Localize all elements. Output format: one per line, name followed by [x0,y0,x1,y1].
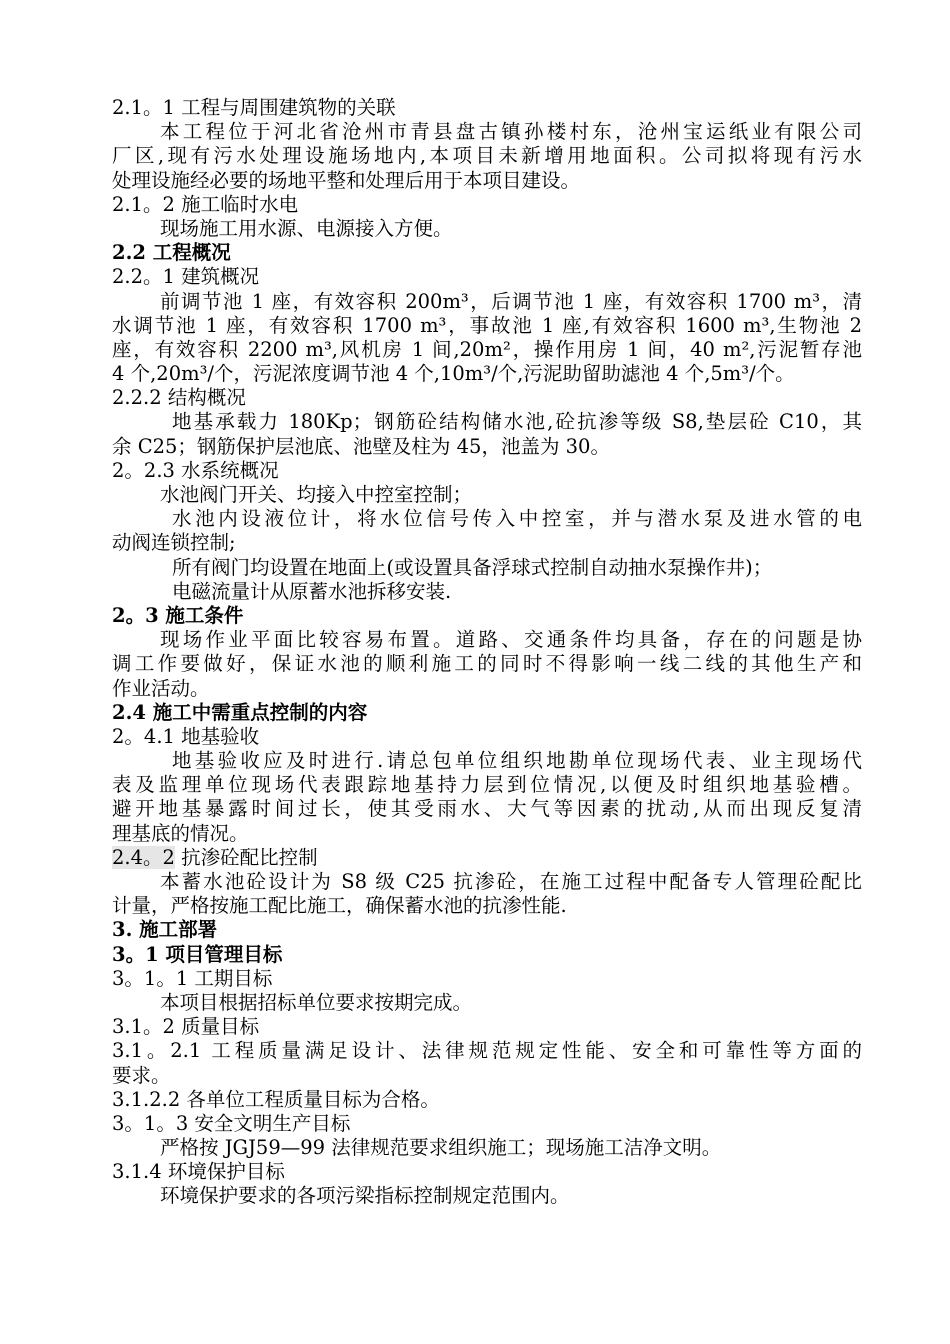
heading-2-1-2: 2.1。2 施工临时水电 [112,192,299,216]
paragraph-line: 调工作要做好，保证水池的顺利施工的同时不得影响一线二线的其他生产和 [112,652,862,676]
heading-2-1-1: 2.1。1 工程与周围建筑物的关联 [112,96,396,119]
section-heading-2-2: 2.2 工程概况 [112,241,231,265]
paragraph-line: 地基承载力 180Kp；钢筋砼结构储水池,砼抗渗等级 S8,垫层砼 C10，其 [172,410,862,434]
paragraph-line: 严格按 JGJ59—99 法律规范要求组织施工；现场施工洁净文明。 [160,1136,722,1160]
paragraph-line: 环境保护要求的各项污梁指标控制规定范围内。 [160,1184,570,1208]
paragraph-line: 现场施工用水源、电源接入方便。 [160,216,453,240]
paragraph-line: 理基底的情况。 [112,821,249,845]
paragraph-line: 水池阀门开关、均接入中控室控制； [160,483,473,506]
paragraph-line: 现场作业平面比较容易布置。道路、交通条件均具备，存在的问题是协 [160,628,862,652]
paragraph-line: 要求。 [112,1063,171,1087]
heading-3-1-3: 3。1。3 安全文明生产目标 [112,1111,351,1135]
heading-3-1-2: 3.1。2 质量目标 [112,1015,260,1039]
heading-2-2-2: 2.2.2 结构概况 [112,386,246,410]
paragraph-line: 厂区,现有污水处理设施场地内,本项目未新增用地面积。公司拟将现有污水 [112,144,862,168]
highlighted-section-number: 2.4。2 [112,845,175,869]
paragraph-line: 表及监理单位现场代表跟踪地基持力层到位情况,以便及时组织地基验槽。 [112,773,862,797]
paragraph-line: 水调节池 1 座，有效容积 1700 m³，事故池 1 座,有效容积 1600 m³,生物池 2 [112,313,862,337]
section-heading-3-1: 3。1 项目管理目标 [112,942,283,966]
paragraph-line: 地基验收应及时进行.请总包单位组织地勘单位现场代表、业主现场代 [172,749,862,773]
paragraph-line: 4 个,20m³/个，污泥浓度调节池 4 个,10m³/个,污泥助留助滤池 4 个,5m³/个。 [112,362,795,386]
paragraph-line: 座，有效容积 2200 m³,风机房 1 间,20m²，操作用房 1 间，40 m²,污泥暂存池 [112,337,862,361]
paragraph-line: 前调节池 1 座，有效容积 200m³，后调节池 1 座，有效容积 1700 m³，清 [160,289,862,313]
heading-2-4-2 [112,846,862,870]
paragraph-line: 处理设施经必要的场地平整和处理后用于本项目建设。 [112,168,581,192]
paragraph-line: 电磁流量计从原蓄水池拆移安装. [172,579,452,603]
heading-2-4-2-title: 抗渗砼配比控制 [174,845,318,869]
paragraph-line: 动阀连锁控制; [112,531,236,555]
heading-3-1-4: 3.1.4 环境保护目标 [112,1160,285,1184]
paragraph-line: 水池内设液位计，将水位信号传入中控室，并与潜水泵及进水管的电 [172,507,862,531]
chapter-heading-3: 3. 施工部署 [112,918,218,942]
heading-3-1-1: 3。1。1 工期目标 [112,966,273,990]
document-body [112,96,862,1209]
heading-2-2-3: 2。2.3 水系统概况 [112,458,279,482]
paragraph-line: 作业活动。 [112,676,210,700]
paragraph-line: 余 C25；钢筋保护层池底、池壁及柱为 45，池盖为 30。 [112,434,610,458]
paragraph-line: 3.1。2.1 工程质量满足设计、法律规范规定性能、安全和可靠性等方面的 [112,1039,862,1063]
paragraph-line: 本工程位于河北省沧州市青县盘古镇孙楼村东，沧州宝运纸业有限公司 [160,120,862,144]
heading-2-4-1: 2。4.1 地基验收 [112,724,260,748]
paragraph-line: 所有阀门均设置在地面上(或设置具备浮球式控制自动抽水泵操作井)； [172,555,773,579]
paragraph-line: 避开地基暴露时间过长，使其受雨水、大气等因素的扰动,从而出现反复清 [112,797,862,821]
paragraph-line: 3.1.2.2 各单位工程质量目标为合格。 [112,1087,440,1111]
section-heading-2-3: 2。3 施工条件 [112,603,244,627]
section-heading-2-4: 2.4 施工中需重点控制的内容 [112,700,368,724]
heading-2-2-1: 2.2。1 建筑概况 [112,265,260,289]
paragraph-line: 本项目根据招标单位要求按期完成。 [160,990,473,1014]
paragraph-line: 计量，严格按施工配比施工，确保蓄水池的抗渗性能. [112,894,567,918]
paragraph-line: 本蓄水池砼设计为 S8 级 C25 抗渗砼，在施工过程中配备专人管理砼配比 [160,870,862,893]
